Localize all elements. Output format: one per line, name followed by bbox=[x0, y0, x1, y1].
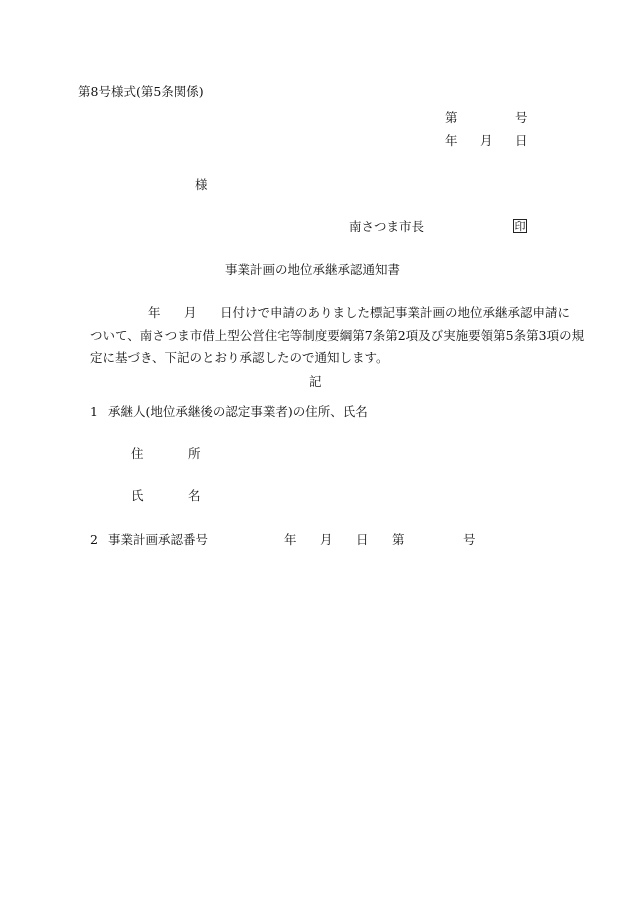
item2-go: 号 bbox=[463, 532, 476, 547]
issuer-name: 南さつま市長 bbox=[349, 219, 425, 234]
doc-number-dai: 第 bbox=[445, 110, 458, 125]
item2-number: 2 bbox=[90, 532, 98, 547]
name-label-a: 氏 bbox=[131, 488, 144, 503]
document-title: 事業計画の地位承継承認通知書 bbox=[225, 262, 401, 277]
address-label-b: 所 bbox=[188, 446, 201, 461]
item2-day: 日 bbox=[356, 532, 369, 547]
item1-label: 承継人(地位承継後の認定事業者)の住所、氏名 bbox=[108, 404, 368, 419]
name-label-b: 名 bbox=[188, 488, 201, 503]
body-year: 年 bbox=[148, 305, 161, 320]
body-line3: 定に基づき、下記のとおり承認したので通知します。 bbox=[90, 350, 389, 365]
item2-year: 年 bbox=[284, 532, 297, 547]
body-month: 月 bbox=[184, 305, 197, 320]
seal-mark: 印 bbox=[514, 220, 526, 233]
addressee-suffix: 様 bbox=[195, 177, 208, 192]
item2-month: 月 bbox=[320, 532, 333, 547]
item1-number: 1 bbox=[90, 404, 98, 419]
body-line2: ついて、南さつま市借上型公営住宅等制度要綱第7条第2項及び実施要領第5条第3項の規 bbox=[90, 328, 585, 343]
seal-box bbox=[513, 218, 527, 234]
doc-number-go: 号 bbox=[515, 110, 528, 125]
item2-dai: 第 bbox=[392, 532, 405, 547]
doc-date-month: 月 bbox=[480, 133, 493, 148]
form-label: 第8号様式(第5条関係) bbox=[78, 84, 204, 99]
body-line1: 日付けで申請のありました標記事業計画の地位承継承認申請に bbox=[220, 305, 571, 320]
doc-date-day: 日 bbox=[515, 133, 528, 148]
ki-heading: 記 bbox=[309, 374, 322, 389]
item2-label: 事業計画承認番号 bbox=[108, 532, 209, 547]
doc-date-year: 年 bbox=[445, 133, 458, 148]
address-label-a: 住 bbox=[131, 446, 144, 461]
